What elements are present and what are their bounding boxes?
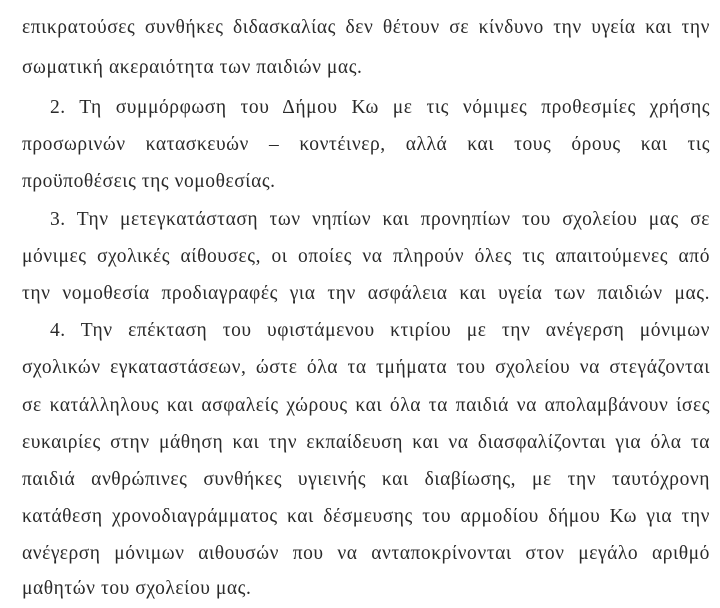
- text-line: την νομοθεσία προδιαγραφές για την ασφάλεια και υγεία των παιδιών μας.: [22, 283, 710, 304]
- text-line: σε κατάλληλους και ασφαλείς χώρους και όλα τα παιδιά να απολαμβάνουν ίσες: [22, 395, 710, 416]
- text-line: μαθητών του σχολείου μας.: [22, 578, 252, 599]
- text-line: ευκαιρίες στην μάθηση και την εκπαίδευση και να διασφαλίζονται για όλα τα: [22, 432, 710, 453]
- text-line: παιδιά ανθρώπινες συνθήκες υγιεινής και διαβίωσης, με την ταυτόχρονη: [22, 469, 710, 490]
- text-line: προϋποθέσεις της νομοθεσίας.: [22, 171, 276, 192]
- text-line: σωματική ακεραιότητα των παιδιών μας.: [22, 57, 363, 78]
- list-item-2-line: 2. Τη συμμόρφωση του Δήμου Κω με τις νόμιμες προθεσμίες χρήσης: [50, 97, 710, 118]
- list-item-3-line: 3. Την μετεγκατάσταση των νηπίων και προνηπίων του σχολείου μας σε: [50, 209, 710, 230]
- text-line: κατάθεση χρονοδιαγράμματος και δέσμευσης του αρμοδίου δήμου Κω για την: [22, 506, 710, 527]
- text-line: ανέγερση μόνιμων αιθουσών που να ανταποκρίνονται στον μεγάλο αριθμό: [22, 543, 710, 564]
- text-line: μόνιμες σχολικές αίθουσες, οι οποίες να πληρούν όλες τις απαιτούμενες από: [22, 246, 710, 267]
- text-line: σχολικών εγκαταστάσεων, ώστε όλα τα τμήματα του σχολείου να στεγάζονται: [22, 357, 710, 378]
- text-line: επικρατούσες συνθήκες διδασκαλίας δεν θέτουν σε κίνδυνο την υγεία και την: [22, 17, 710, 38]
- text-line: προσωρινών κατασκευών – κοντέινερ, αλλά και τους όρους και τις: [22, 134, 710, 155]
- list-item-4-line: 4. Την επέκταση του υφιστάμενου κτιρίου με την ανέγερση μόνιμων: [50, 320, 710, 341]
